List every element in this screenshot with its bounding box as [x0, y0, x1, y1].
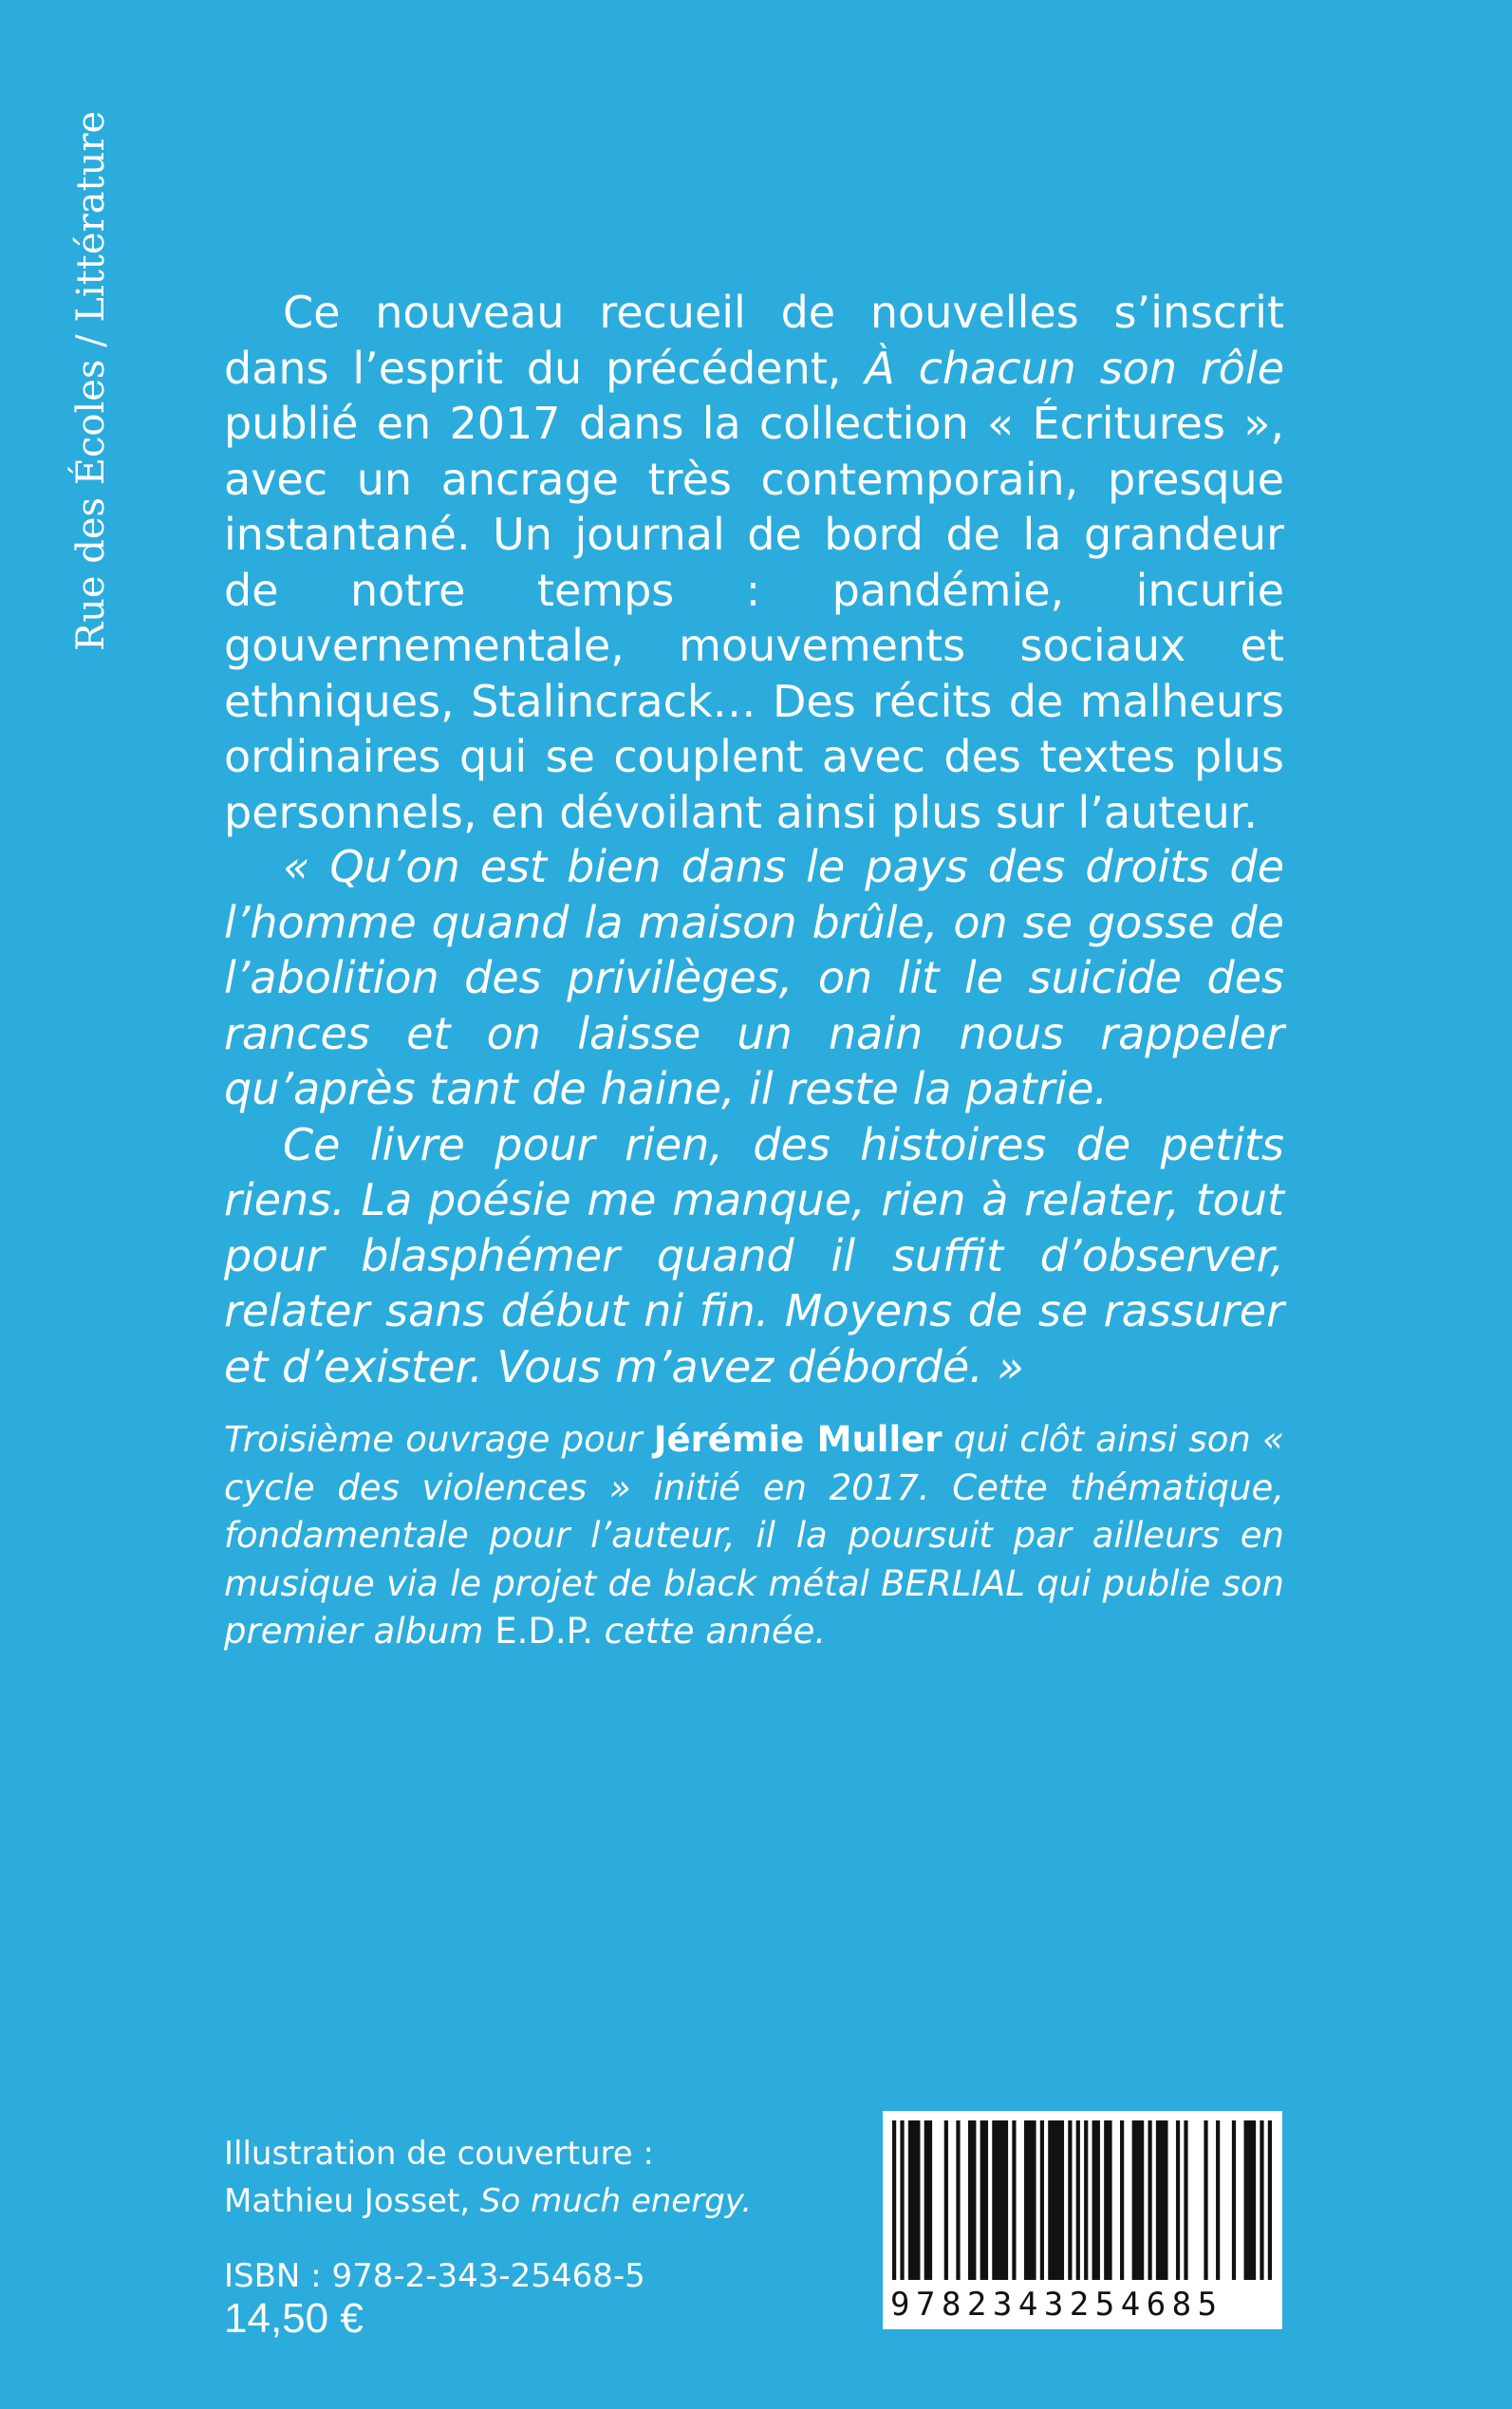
barcode-bar: [1012, 2120, 1016, 2280]
barcode-bar: [900, 2120, 904, 2280]
barcode-bar: [1204, 2120, 1207, 2280]
author-bio-block: [224, 1416, 1284, 1656]
previous-book-title: À chacun son rôle: [865, 342, 1284, 394]
barcode-bar: [1104, 2120, 1111, 2280]
barcode-bar: [956, 2120, 960, 2280]
album-title: E.D.P.: [495, 1611, 593, 1652]
barcode-bar: [944, 2120, 948, 2280]
isbn-label: ISBN : 978-2-343-25468-5: [224, 2257, 645, 2295]
credit-artist: Mathieu Josset,: [224, 2182, 480, 2220]
barcode-bar: [1024, 2120, 1036, 2280]
barcode-bar: [1068, 2120, 1072, 2280]
barcode-bar: [924, 2120, 932, 2280]
barcode-bar: [1092, 2120, 1100, 2280]
barcode-bar: [1268, 2120, 1272, 2280]
spine-collection-label: Rue des Écoles / Littérature: [69, 110, 113, 651]
barcode-bar: [1040, 2120, 1044, 2280]
barcode-bar: [1244, 2120, 1257, 2280]
bio-text-1: Troisième ouvrage pour: [224, 1419, 654, 1460]
barcode-bar: [908, 2120, 921, 2280]
barcode-bar: [1048, 2120, 1064, 2280]
barcode-bar: [1176, 2120, 1180, 2280]
author-bio-paragraph: [224, 1416, 1284, 1656]
barcode-bar: [1148, 2120, 1151, 2280]
barcode-bars: [892, 2120, 1272, 2280]
barcode-bar: [1184, 2120, 1187, 2280]
barcode-bar: [1216, 2120, 1220, 2280]
quote-paragraph-2: Ce livre pour rien, des histoires de petits riens. La poésie me manque, rien à relater, tout pour blasphémer quand il suffit d’observer, relater sans début ni fin. Moyens de se rassurer et d’exister. Vous m’avez débordé. »: [224, 1118, 1284, 1392]
barcode-bar: [1120, 2120, 1124, 2280]
barcode-bar: [968, 2120, 976, 2280]
cover-illustration-credit: [224, 2130, 752, 2225]
summary-block: [224, 285, 1284, 840]
barcode: [883, 2111, 1282, 2329]
barcode-bar: [980, 2120, 988, 2280]
summary-text-1: Ce nouveau recueil de nouvelles s’inscrit dans l’esprit du précédent,: [224, 287, 1284, 394]
price-label: 14,50 €: [224, 2295, 364, 2342]
author-name: Jérémie Muller: [653, 1419, 943, 1460]
bio-text-2: qui clôt ainsi son « cycle des violences » initié en 2017. Cette thématique, fondamentale pour l’auteur, il la poursuit par ailleurs en musique via le projet de black métal BERLIAL qui publie son premier album: [224, 1419, 1284, 1652]
summary-text-2: publié en 2017 dans la collection « Écritures », avec un ancrage très contemporain, presque instantané. Un journal de bord de la grandeur de notre temps : pandémie, incurie gouvernementale, mouvements sociaux et ethniques, Stalincrack… Des récits de malheurs ordinaires qui se couplent avec des textes plus personnels, en dévoilant ainsi plus sur l’auteur.: [224, 398, 1284, 838]
credit-heading: Illustration de couverture :: [224, 2135, 654, 2173]
barcode-bar: [1156, 2120, 1168, 2280]
barcode-bar: [1232, 2120, 1236, 2280]
credit-artist-line: [224, 2177, 752, 2225]
bio-text-3: cette année.: [592, 1611, 827, 1652]
barcode-bar: [1260, 2120, 1263, 2280]
excerpt-quote-block: [224, 839, 1284, 1394]
barcode-bar: [1084, 2120, 1088, 2280]
summary-paragraph: [224, 285, 1284, 840]
barcode-bar: [992, 2120, 1008, 2280]
credit-artwork-title: So much energy.: [479, 2182, 753, 2220]
quote-paragraph-1: « Qu’on est bien dans le pays des droits de l’homme quand la maison brûle, on se gosse de l’abolition des privilèges, on lit le suicide des rances et on laisse un nain nous rappeler qu’après tant de haine, il reste la patrie.: [224, 841, 1284, 1114]
barcode-bar: [892, 2120, 896, 2280]
barcode-bar: [1132, 2120, 1145, 2280]
barcode-digits: 9782343254685: [890, 2286, 1223, 2324]
barcode-bar: [1076, 2120, 1080, 2280]
